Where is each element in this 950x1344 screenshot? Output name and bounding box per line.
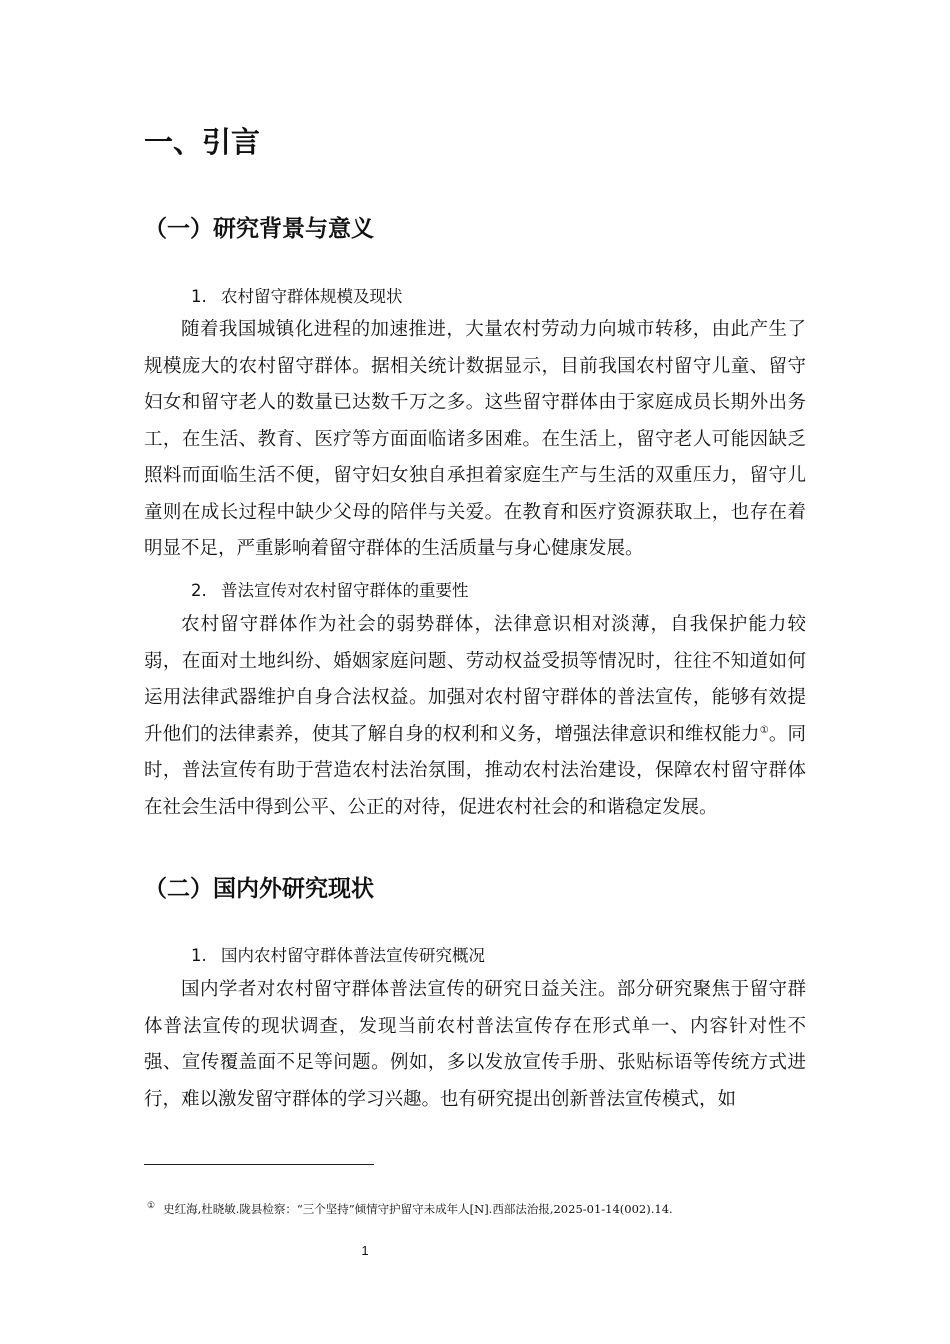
subsection-number: 2. — [191, 581, 207, 600]
subsection-heading-importance — [191, 577, 469, 605]
subsection-title: 农村留守群体规模及现状 — [221, 287, 403, 306]
subsection-heading-domestic — [191, 942, 485, 970]
page-number: 1 — [361, 1243, 369, 1258]
paragraph-importance — [144, 607, 806, 826]
footnote-text: 史红海,杜晓敏.陇县检察：“三个坚持”倾情守护留守未成年人[N].西部法治报,2025-01-14(002).14. — [163, 1201, 673, 1216]
section-heading-research-status: （二）国内外研究现状 — [144, 876, 374, 902]
subsection-title: 普法宣传对农村留守群体的重要性 — [221, 581, 469, 600]
paragraph-domestic-research: 国内学者对农村留守群体普法宣传的研究日益关注。部分研究聚焦于留守群体普法宣传的现状调查，发现当前农村普法宣传存在形式单一、内容针对性不强、宣传覆盖面不足等问题。例如，多以发放宣传手册、张贴标语等传统方式进行，难以激发留守群体的学习兴趣。也有研究提出创新普法宣传模式，如 — [144, 979, 806, 1110]
footnote — [147, 1196, 827, 1219]
footnote-mark: ① — [147, 1201, 156, 1211]
subsection-heading-scale — [191, 283, 403, 311]
subsection-number: 1. — [191, 946, 207, 965]
footnote-reference[interactable]: ① — [759, 724, 769, 736]
paragraph-text: 。同时，普法宣传有助于营造农村法治氛围，推动农村法治建设，保障农村留守群体在社会生活中得到公平、公正的对待，促进农村社会的和谐稳定发展。 — [144, 723, 806, 818]
footnote-separator — [144, 1164, 374, 1165]
chapter-heading: 一、引言 — [144, 125, 261, 159]
subsection-number: 1. — [191, 287, 207, 306]
subsection-title: 国内农村留守群体普法宣传研究概况 — [221, 946, 485, 965]
section-heading-background: （一）研究背景与意义 — [144, 216, 374, 242]
paragraph-scale-status: 随着我国城镇化进程的加速推进，大量农村劳动力向城市转移，由此产生了规模庞大的农村留守群体。据相关统计数据显示，目前我国农村留守儿童、留守妇女和留守老人的数量已达数千万之多。这些留守群体由于家庭成员长期外出务工，在生活、教育、医疗等方面面临诸多困难。在生活上，留守老人可能因缺乏照料而面临生活不便，留守妇女独自承担着家庭生产与生活的双重压力，留守儿童则在成长过程中缺少父母的陪伴与关爱。在教育和医疗资源获取上，也存在着明显不足，严重影响着留守群体的生活质量与身心健康发展。 — [144, 319, 806, 559]
paragraph-text: 农村留守群体作为社会的弱势群体，法律意识相对淡薄，自我保护能力较弱，在面对土地纠纷、婚姻家庭问题、劳动权益受损等情况时，往往不知道如何运用法律武器维护自身合法权益。加强对农村留守群体的普法宣传，能够有效提升他们的法律素养，使其了解自身的权利和义务，增强法律意识和维权能力 — [144, 614, 806, 745]
